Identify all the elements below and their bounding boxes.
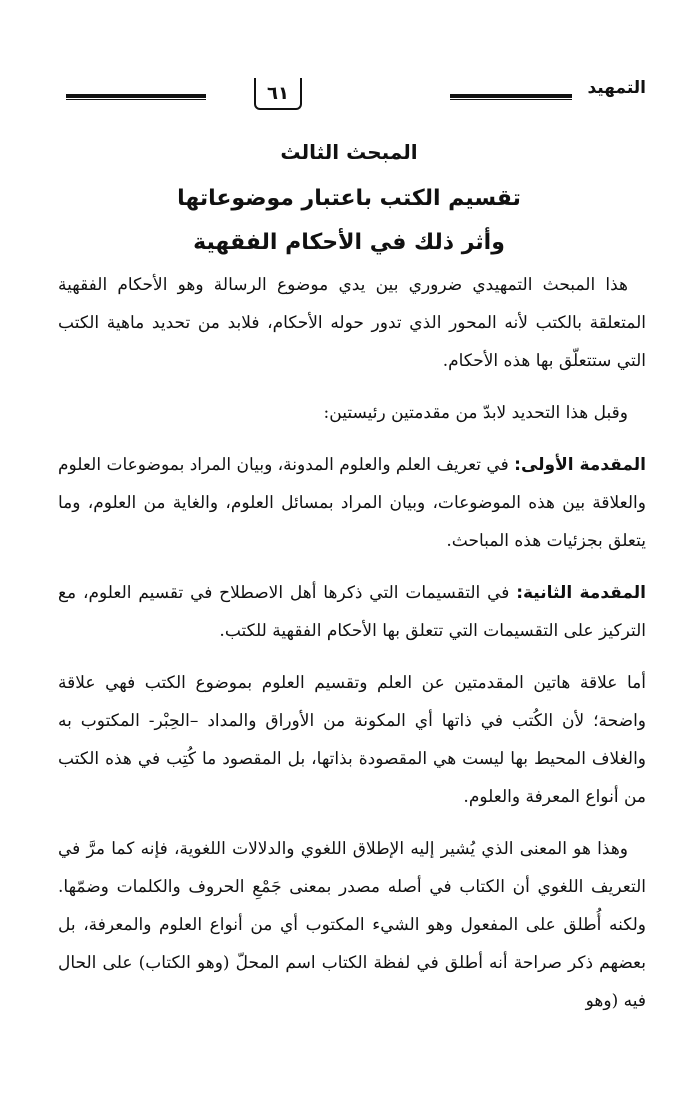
paragraph-preface xyxy=(58,394,646,432)
paragraph-meaning xyxy=(58,830,646,1020)
page-number: ٦١ xyxy=(267,82,289,104)
paragraph-text: هذا المبحث التمهيدي ضروري بين يدي موضوع الرسالة وهو الأحكام الفقهية المتعلقة بالكتب لأنه المحور الذي تدور حوله الأحكام، فلابد من تحديد ماهية الكتب التي ستتعلّق بها هذه الأحكام. xyxy=(58,275,646,371)
paragraph-relation xyxy=(58,664,646,816)
body-text xyxy=(58,266,646,1034)
paragraph-lead: المقدمة الثانية: xyxy=(516,583,646,603)
paragraph-text: وهذا هو المعنى الذي يُشير إليه الإطلاق اللغوي والدلالات اللغوية، فإنه كما مرَّ في التعريف اللغوي أن الكتاب في أصله مصدر بمعنى جَمْعِ الحروف والكلمات وضمّها. ولكنه أُطلق على المفعول وهو الشيء المكتوب أي من أنواع العلوم والمعرفة، بل بعضهم ذكر صراحة أنه أطلق في لفظة الكتاب اسم المحلّ (وهو الكتاب) على الحال فيه (وهو xyxy=(58,839,646,1011)
paragraph-first-premise xyxy=(58,446,646,560)
page-header xyxy=(58,78,646,112)
paragraph-lead: المقدمة الأولى: xyxy=(514,455,646,475)
page-number-frame xyxy=(254,78,302,110)
header-rule-right xyxy=(450,94,572,100)
section-title-line-1: تقسيم الكتب باعتبار موضوعاتها xyxy=(177,186,521,211)
header-rule-left xyxy=(66,94,206,100)
section-label: المبحث الثالث xyxy=(280,140,418,164)
paragraph-text: وقبل هذا التحديد لابدّ من مقدمتين رئيستين: xyxy=(323,403,628,423)
paragraph-text: أما علاقة هاتين المقدمتين عن العلم وتقسيم العلوم بموضوع الكتب فهي علاقة واضحة؛ لأن الكُتب في ذاتها أي المكونة من الأوراق والمداد –الحِبْر- المكتوب به والغلاف المحيط بها ليست هي المقصودة بذاتها، بل المقصود ما كُتِب في هذه الكتب من أنواع المعرفة والعلوم. xyxy=(58,673,646,807)
section-title-line-2: وأثر ذلك في الأحكام الفقهية xyxy=(193,230,505,255)
paragraph-text: في تعريف العلم والعلوم المدونة، وبيان المراد بموضوعات العلوم والعلاقة بين هذه الموضوعات، وبيان المراد بمسائل العلوم، والغاية من العلوم، وما يتعلق بجزئيات هذه المباحث. xyxy=(58,455,646,551)
running-title: التمهيد xyxy=(587,78,646,98)
paragraph-second-premise xyxy=(58,574,646,650)
paragraph-text: في التقسيمات التي ذكرها أهل الاصطلاح في تقسيم العلوم، مع التركيز على التقسيمات التي تتعلق بها الأحكام الفقهية للكتب. xyxy=(58,583,646,641)
paragraph-intro xyxy=(58,266,646,380)
